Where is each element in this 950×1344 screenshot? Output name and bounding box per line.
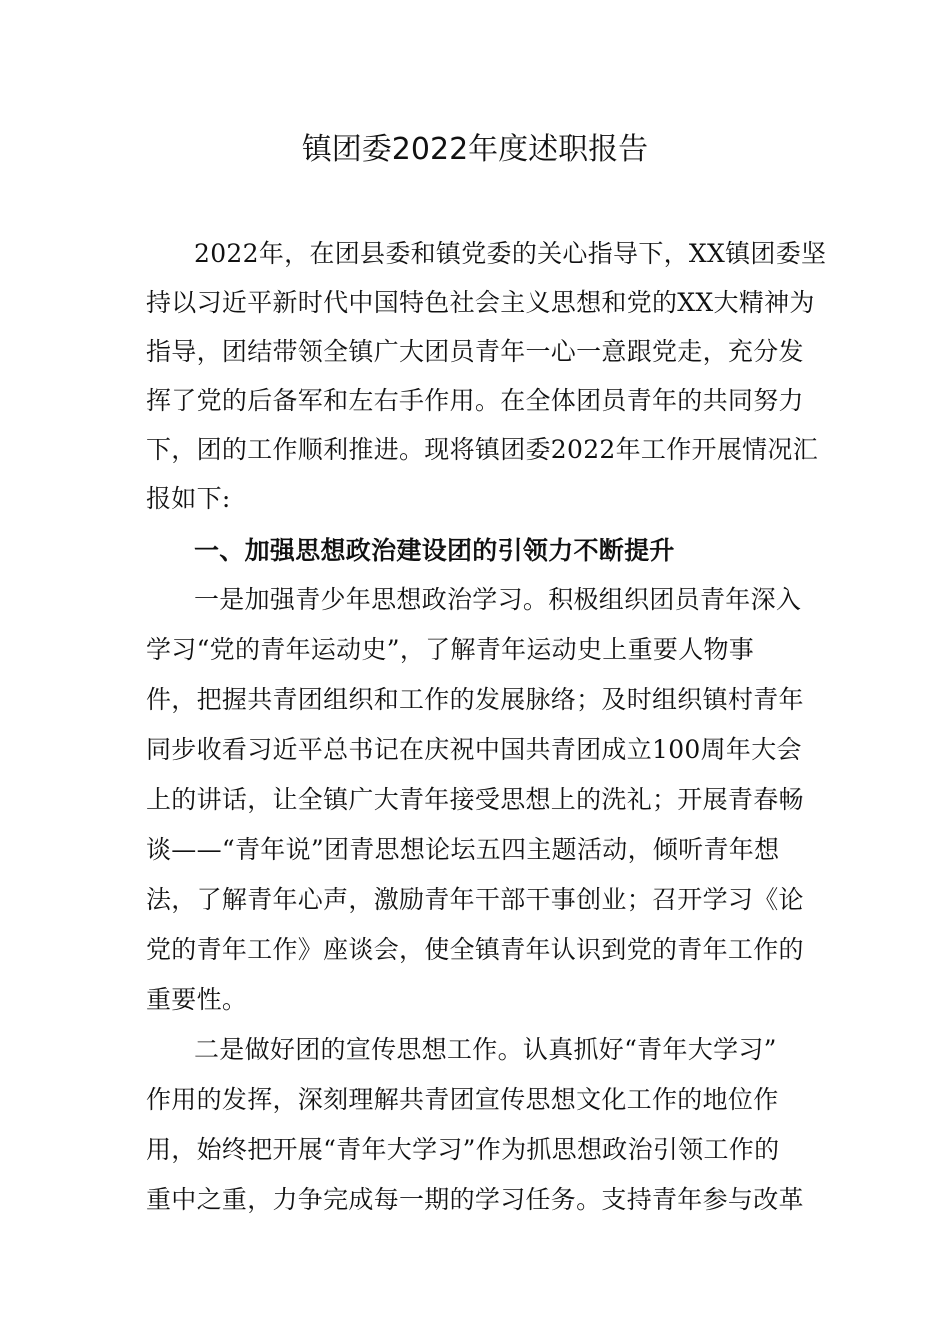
document-title: 镇团委2022年度述职报告 [301, 132, 649, 167]
paragraph-line: 学习“党的青年运动史”，了解青年运动史上重要人物事 [146, 635, 755, 664]
paragraph-line: 一是加强青少年思想政治学习。积极组织团员青年深入 [194, 585, 802, 614]
paragraph-line: 2022年，在团县委和镇党委的关心指导下，XX镇团委坚 [194, 239, 827, 268]
paragraph-line: 党的青年工作》座谈会，使全镇青年认识到党的青年工作的 [146, 935, 804, 964]
paragraph-line: 二是做好团的宣传思想工作。认真抓好“青年大学习” [194, 1035, 777, 1064]
paragraph-line: 挥了党的后备军和左右手作用。在全体团员青年的共同努力 [146, 386, 804, 415]
paragraph-line: 下，团的工作顺利推进。现将镇团委2022年工作开展情况汇 [146, 435, 819, 464]
paragraph-line: 谈——“青年说”团青思想论坛五四主题活动，倾听青年想 [146, 835, 780, 864]
paragraph-line: 指导，团结带领全镇广大团员青年一心一意跟党走，充分发 [146, 337, 804, 366]
paragraph-line: 法，了解青年心声，激励青年干部干事创业；召开学习《论 [146, 885, 804, 914]
paragraph-line: 重要性。 [146, 985, 248, 1014]
paragraph-line: 报如下: [146, 484, 231, 513]
paragraph-line: 件，把握共青团组织和工作的发展脉络；及时组织镇村青年 [146, 685, 804, 714]
paragraph-line: 重中之重，力争完成每一期的学习任务。支持青年参与改革 [146, 1185, 804, 1214]
paragraph-line: 上的讲话，让全镇广大青年接受思想上的洗礼；开展青春畅 [146, 785, 804, 814]
paragraph-line: 用，始终把开展“青年大学习”作为抓思想政治引领工作的 [146, 1135, 780, 1164]
paragraph-line: 持以习近平新时代中国特色社会主义思想和党的XX大精神为 [146, 288, 815, 317]
section-heading: 一、加强思想政治建设团的引领力不断提升 [194, 536, 675, 565]
paragraph-line: 作用的发挥，深刻理解共青团宣传思想文化工作的地位作 [146, 1085, 779, 1114]
paragraph-line: 同步收看习近平总书记在庆祝中国共青团成立100周年大会 [146, 735, 802, 764]
